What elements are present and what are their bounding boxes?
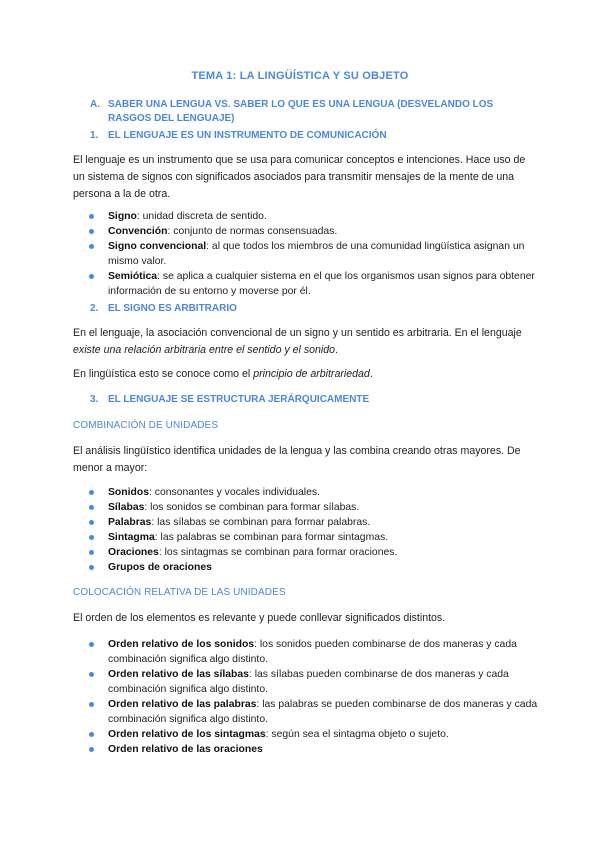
page-title: TEMA 1: LA LINGÜÍSTICA Y SU OBJETO xyxy=(191,70,409,82)
subsection-position-paragraph: El orden de los elementos es relevante y puede conllevar significados distintos. xyxy=(73,612,446,624)
bullet-icon xyxy=(89,214,94,219)
section-1-list xyxy=(108,209,548,299)
section-3-title: EL LENGUAJE SE ESTRUCTURA JERÁRQUICAMENTE xyxy=(108,394,370,405)
bullet-icon xyxy=(89,550,94,555)
bullet-icon xyxy=(89,747,94,752)
bullet-icon xyxy=(89,565,94,570)
subsection-combination-heading: COMBINACIÓN DE UNIDADES xyxy=(73,420,219,431)
section-3-marker: 3. xyxy=(90,394,99,405)
section-1-heading xyxy=(90,129,528,143)
bullet-icon xyxy=(89,672,94,677)
bullet-icon xyxy=(89,702,94,707)
list-item: Oraciones: los sintagmas se combinan para formar oraciones. xyxy=(108,545,548,560)
list-item: Sonidos: consonantes y vocales individuales. xyxy=(108,485,548,500)
order-list xyxy=(108,637,548,757)
bullet-icon xyxy=(89,229,94,234)
subsection-combination-paragraph: El análisis lingüístico identifica unidades de la lengua y las combina creando otras mayores. De menor a mayor: xyxy=(73,445,521,474)
section-1-title: EL LENGUAJE ES UN INSTRUMENTO DE COMUNICACIÓN xyxy=(108,130,387,141)
list-item: Signo convencional: al que todos los miembros de una comunidad lingüística asignan un mismo valor. xyxy=(108,239,548,269)
list-item: Palabras: las sílabas se combinan para formar palabras. xyxy=(108,515,548,530)
section-2-heading xyxy=(90,302,528,316)
list-item: Orden relativo de las oraciones xyxy=(108,742,548,757)
section-2-title: EL SIGNO ES ARBITRARIO xyxy=(108,303,237,314)
bullet-icon xyxy=(89,274,94,279)
section-2-paragraph-2: En lingüística esto se conoce como el principio de arbitrariedad. xyxy=(73,368,373,380)
bullet-icon xyxy=(89,244,94,249)
list-item: Orden relativo de los sonidos: los sonidos pueden combinarse de dos maneras y cada combinación significa algo distinto. xyxy=(108,637,548,667)
list-item: Sintagma: las palabras se combinan para formar sintagmas. xyxy=(108,530,548,545)
list-item: Signo: unidad discreta de sentido. xyxy=(108,209,548,224)
bullet-icon xyxy=(89,490,94,495)
bullet-icon xyxy=(89,535,94,540)
list-item: Orden relativo de los sintagmas: según sea el sintagma objeto o sujeto. xyxy=(108,727,548,742)
list-item: Orden relativo de las palabras: las palabras se pueden combinarse de dos maneras y cada combinación significa algo distinto. xyxy=(108,697,548,727)
section-2-marker: 2. xyxy=(90,303,99,314)
section-a-text: SABER UNA LENGUA VS. SABER LO QUE ES UNA LENGUA (DESVELANDO LOS RASGOS DEL LENGUAJE) xyxy=(108,99,494,124)
list-item: Convención: conjunto de normas consensuadas. xyxy=(108,224,548,239)
list-item: Semiótica: se aplica a cualquier sistema en el que los organismos usan signos para obtener información de su entorno y moverse por él. xyxy=(108,269,548,299)
section-3-heading xyxy=(90,393,528,407)
section-1-paragraph: El lenguaje es un instrumento que se usa para comunicar conceptos e intenciones. Hace uso de un sistema de signos con significados asociados para transmitir mensajes de la mente de una persona a la de otra. xyxy=(73,154,526,200)
units-list xyxy=(108,485,548,575)
list-item: Sílabas: los sonidos se combinan para formar sílabas. xyxy=(108,500,548,515)
bullet-icon xyxy=(89,642,94,647)
bullet-icon xyxy=(89,732,94,737)
section-a-marker: A. xyxy=(90,99,100,110)
list-item: Orden relativo de las sílabas: las sílabas pueden combinarse de dos maneras y cada combinación significa algo distinto. xyxy=(108,667,548,697)
bullet-icon xyxy=(89,505,94,510)
subsection-position-heading: COLOCACIÓN RELATIVA DE LAS UNIDADES xyxy=(73,587,286,598)
section-2-paragraph-1: En el lenguaje, la asociación convencional de un signo y un sentido es arbitraria. En el lenguaje existe una relación arbitraria entre el sentido y el sonido. xyxy=(73,327,522,356)
bullet-icon xyxy=(89,520,94,525)
list-item: Grupos de oraciones xyxy=(108,560,548,575)
section-a-heading xyxy=(90,98,528,126)
section-1-marker: 1. xyxy=(90,130,99,141)
